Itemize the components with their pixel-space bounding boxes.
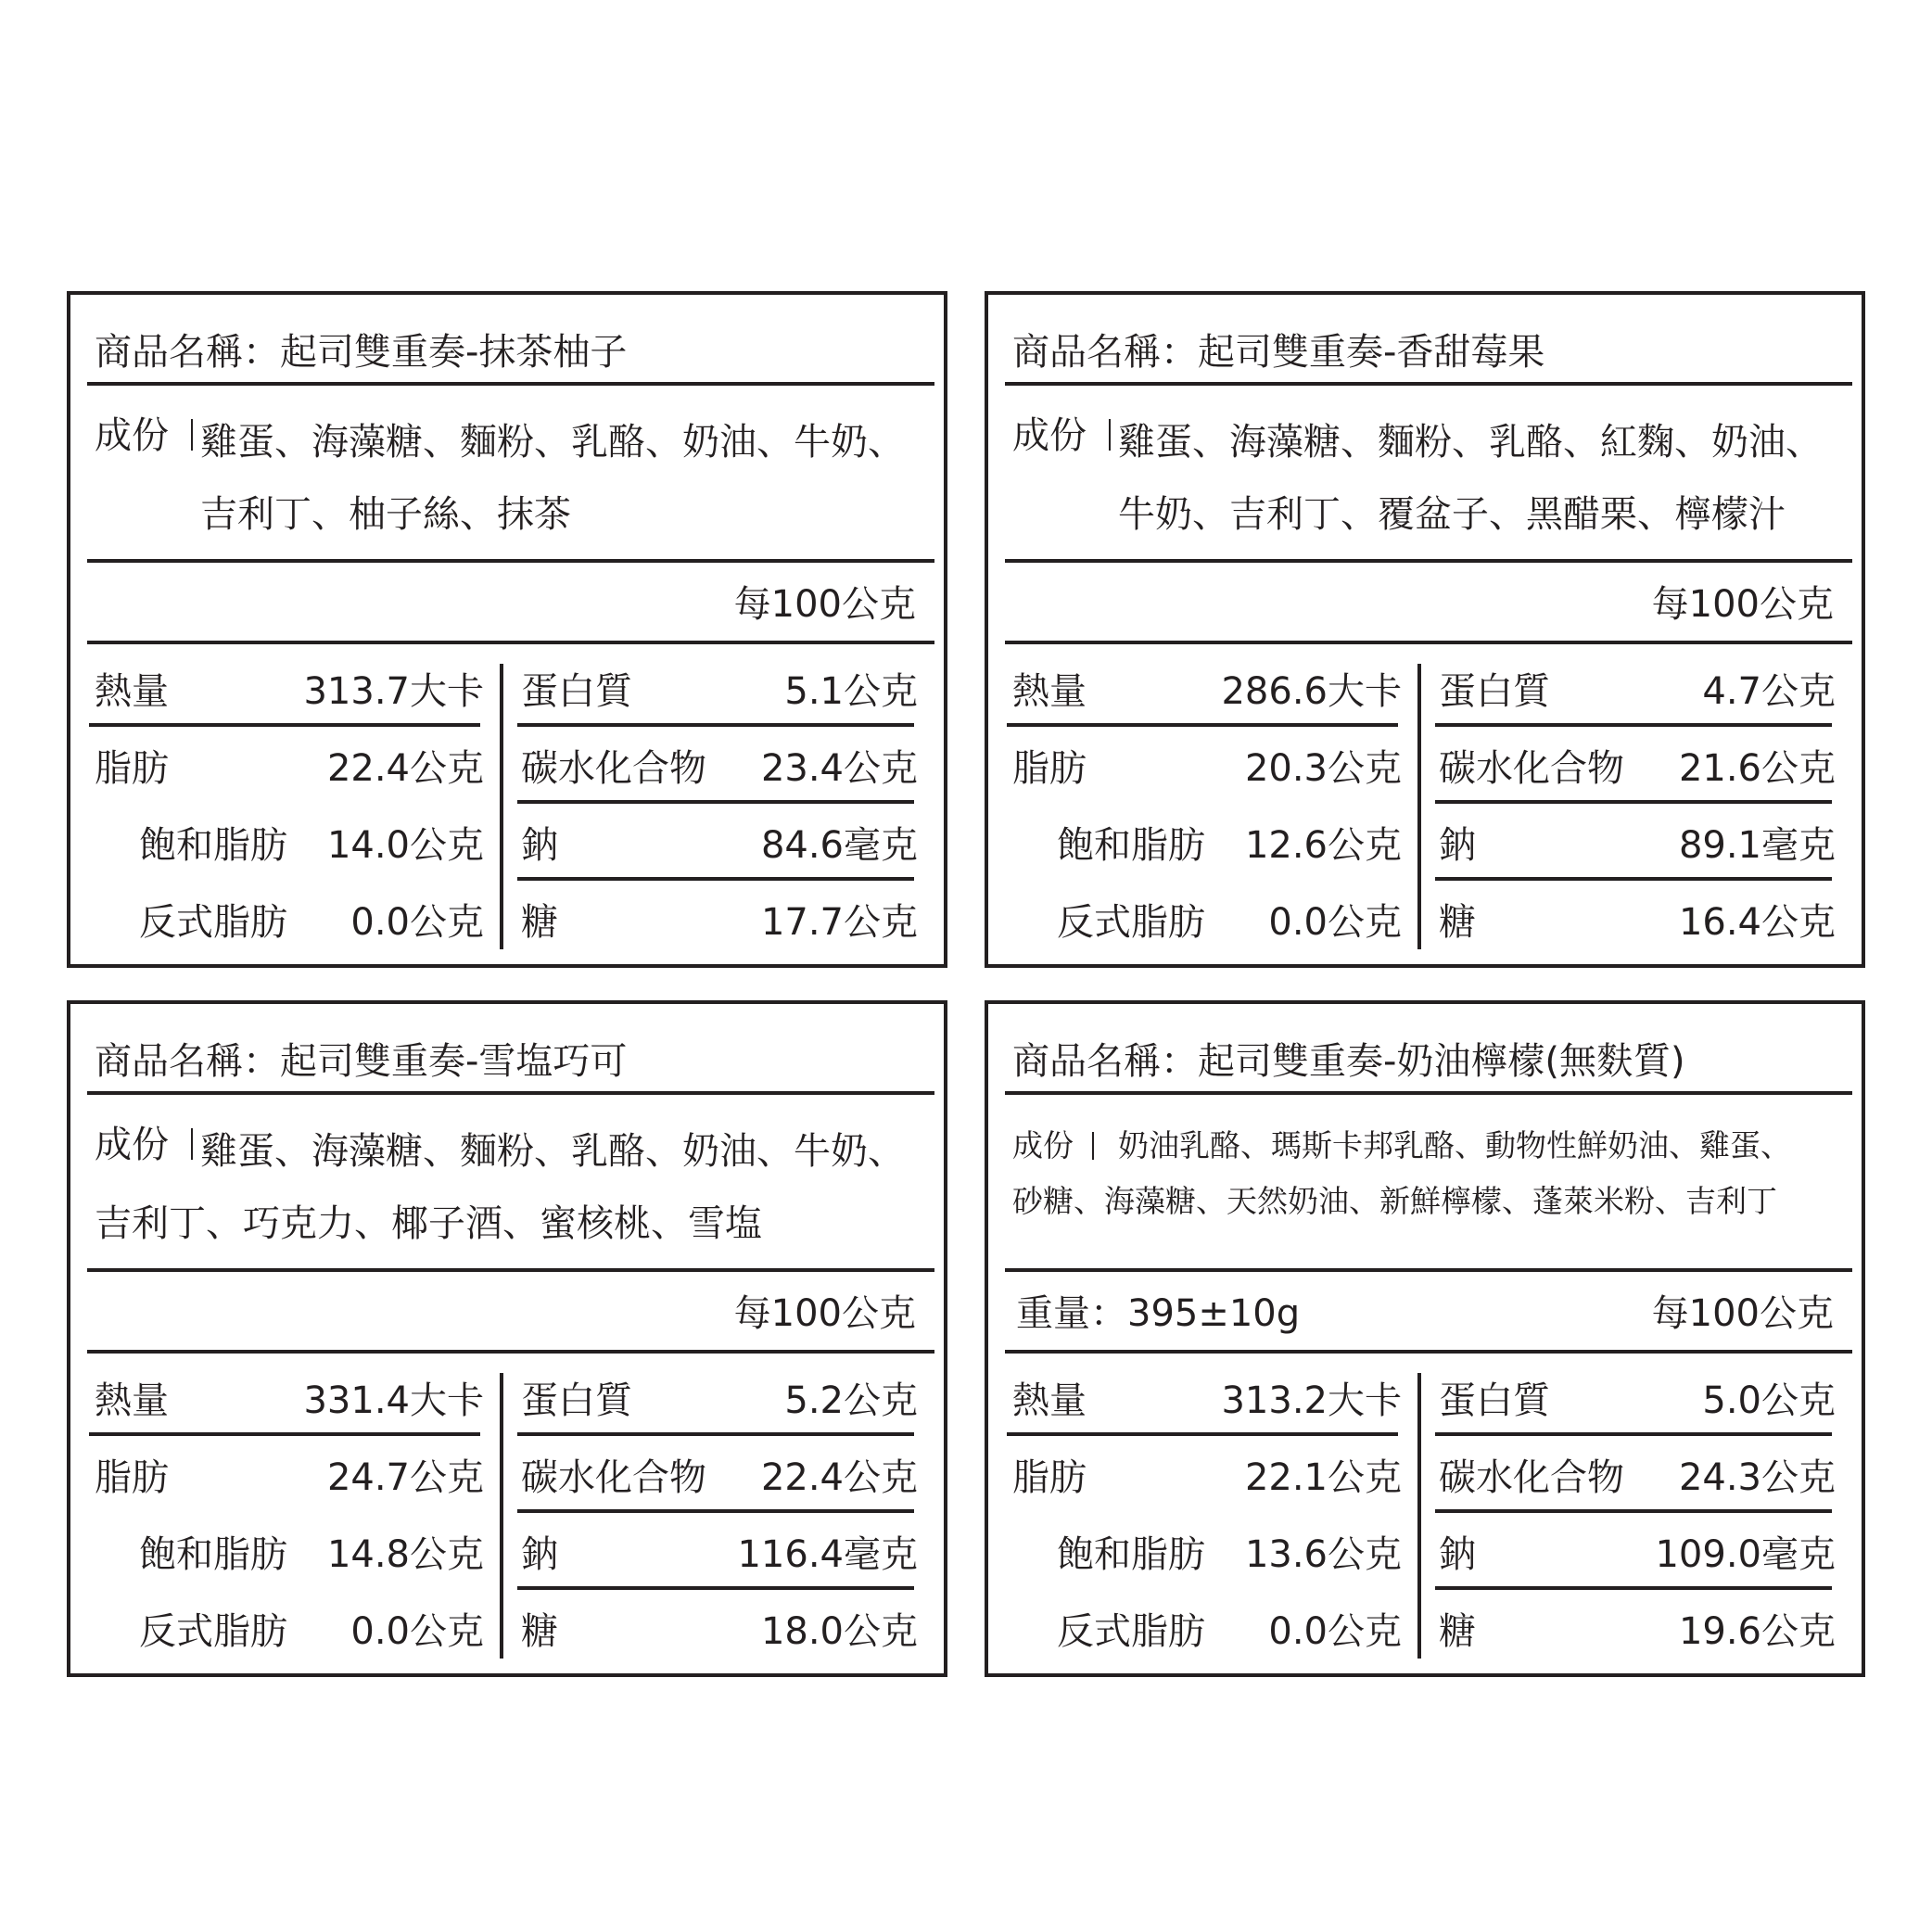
- nutrient-label: 碳水化合物: [521, 1456, 706, 1499]
- nutrient-label: 糖: [521, 901, 558, 944]
- row-underline: [1435, 800, 1832, 804]
- row-underline: [517, 877, 914, 881]
- column-divider: [1417, 664, 1421, 949]
- nutrient-label: 糖: [521, 1610, 558, 1653]
- nutrient-value: 17.7公克: [760, 901, 918, 944]
- row-underline: [1435, 1509, 1832, 1513]
- nutrient-row: [506, 1456, 933, 1500]
- divider: [1005, 1350, 1852, 1354]
- nutrient-label: 鈉: [521, 1533, 558, 1576]
- nutrient-value: 13.6公克: [1244, 1533, 1402, 1576]
- ingredients-label: 成份: [95, 414, 169, 457]
- nutrient-value: 84.6毫克: [760, 824, 918, 867]
- nutrient-label: 飽和脂肪: [139, 1533, 287, 1576]
- nutrient-row: [988, 1533, 1415, 1577]
- nutrient-row: [70, 747, 497, 791]
- nutrient-label: 碳水化合物: [1439, 747, 1624, 790]
- nutrient-value: 89.1毫克: [1678, 824, 1836, 867]
- nutrient-row: [506, 670, 933, 714]
- row-underline: [1435, 723, 1832, 727]
- nutrient-value: 22.4公克: [326, 747, 484, 790]
- nutrient-row: [1424, 901, 1850, 945]
- nutrient-row: [506, 747, 933, 791]
- ingredients-label: 成份: [95, 1124, 169, 1166]
- nutrient-label: 蛋白質: [1439, 1379, 1550, 1422]
- nutrition-panel-butter-lemon: [985, 1000, 1865, 1677]
- nutrient-label: 鈉: [1439, 1533, 1476, 1576]
- row-underline: [517, 1586, 914, 1590]
- ingredients-line: 雞蛋、海藻糖、麵粉、乳酪、奶油、牛奶、: [200, 1130, 905, 1173]
- nutrient-label: 熱量: [1012, 1379, 1087, 1422]
- nutrient-value: 19.6公克: [1678, 1610, 1836, 1653]
- nutrient-label: 反式脂肪: [139, 901, 287, 944]
- nutrient-value: 14.8公克: [326, 1533, 484, 1576]
- nutrient-row: [988, 1610, 1415, 1654]
- ingredients-line: 砂糖、海藻糖、天然奶油、新鮮檸檬、蓬萊米粉、吉利丁: [1012, 1183, 1777, 1219]
- divider: [87, 641, 934, 644]
- nutrient-value: 313.2大卡: [1221, 1379, 1402, 1422]
- nutrient-value: 109.0毫克: [1655, 1533, 1836, 1576]
- nutrient-value: 5.0公克: [1702, 1379, 1836, 1422]
- per-100g-label: 每100公克: [733, 1292, 916, 1335]
- nutrient-label: 鈉: [1439, 824, 1476, 867]
- nutrient-row: [1424, 1379, 1850, 1423]
- nutrient-row: [70, 1610, 497, 1654]
- nutrient-row: [70, 1533, 497, 1577]
- divider: [1005, 382, 1852, 386]
- ingredients-separator: [1092, 1132, 1094, 1160]
- nutrient-value: 21.6公克: [1678, 747, 1836, 790]
- product-title: 商品名稱：起司雙重奏-香甜莓果: [1012, 331, 1545, 374]
- nutrient-row: [506, 901, 933, 945]
- nutrient-row: [1424, 1610, 1850, 1654]
- nutrient-label: 飽和脂肪: [139, 824, 287, 867]
- ingredients-label: 成份: [1012, 414, 1087, 457]
- nutrient-label: 反式脂肪: [1057, 1610, 1205, 1653]
- row-underline: [1007, 1432, 1398, 1436]
- row-underline: [89, 723, 480, 727]
- nutrient-value: 0.0公克: [350, 901, 484, 944]
- nutrient-row: [988, 824, 1415, 868]
- column-divider: [500, 1373, 503, 1659]
- nutrient-value: 0.0公克: [1268, 1610, 1402, 1653]
- ingredients-list: [1118, 1118, 1860, 1174]
- row-underline: [1435, 1432, 1832, 1436]
- net-weight: 重量：395±10g: [1016, 1292, 1301, 1335]
- nutrient-value: 22.4公克: [760, 1456, 918, 1499]
- nutrient-value: 5.1公克: [784, 670, 918, 713]
- column-divider: [500, 664, 503, 949]
- nutrient-label: 蛋白質: [521, 670, 632, 713]
- nutrient-row: [988, 1379, 1415, 1423]
- nutrient-label: 碳水化合物: [1439, 1456, 1624, 1499]
- ingredients-line: 雞蛋、海藻糖、麵粉、乳酪、奶油、牛奶、: [200, 421, 905, 464]
- nutrient-value: 24.3公克: [1678, 1456, 1836, 1499]
- divider: [87, 1268, 934, 1272]
- row-underline: [1007, 723, 1398, 727]
- nutrient-value: 0.0公克: [350, 1610, 484, 1653]
- ingredients-separator: [1109, 419, 1111, 451]
- nutrient-row: [70, 1456, 497, 1500]
- nutrient-label: 蛋白質: [1439, 670, 1550, 713]
- nutrition-panel-berry: [985, 291, 1865, 968]
- row-underline: [517, 800, 914, 804]
- ingredients-list-continued: [95, 1188, 836, 1260]
- ingredients-line: 吉利丁、巧克力、椰子酒、蜜核桃、雪塩: [95, 1202, 762, 1245]
- nutrient-label: 熱量: [95, 670, 169, 713]
- ingredients-line: 吉利丁、柚子絲、抹茶: [200, 493, 571, 536]
- ingredients-list-continued: [1012, 1174, 1777, 1229]
- nutrient-row: [70, 901, 497, 945]
- nutrient-label: 熱量: [1012, 670, 1087, 713]
- nutrient-value: 16.4公克: [1678, 901, 1836, 944]
- ingredients-list-continued: [200, 478, 942, 551]
- nutrient-value: 23.4公克: [760, 747, 918, 790]
- divider: [87, 559, 934, 563]
- ingredients-list: [200, 1115, 942, 1188]
- nutrient-row: [1424, 670, 1850, 714]
- nutrient-label: 糖: [1439, 1610, 1476, 1653]
- nutrient-label: 飽和脂肪: [1057, 1533, 1205, 1576]
- nutrient-label: 反式脂肪: [1057, 901, 1205, 944]
- column-divider: [1417, 1373, 1421, 1659]
- per-100g-label: 每100公克: [1651, 1292, 1834, 1335]
- nutrient-label: 飽和脂肪: [1057, 824, 1205, 867]
- nutrient-value: 116.4毫克: [737, 1533, 918, 1576]
- row-underline: [1435, 1586, 1832, 1590]
- nutrient-value: 22.1公克: [1244, 1456, 1402, 1499]
- nutrient-row: [70, 1379, 497, 1423]
- nutrient-label: 脂肪: [1012, 1456, 1087, 1499]
- row-underline: [517, 1509, 914, 1513]
- divider: [1005, 559, 1852, 563]
- nutrient-value: 20.3公克: [1244, 747, 1402, 790]
- row-underline: [517, 1432, 914, 1436]
- row-underline: [517, 723, 914, 727]
- ingredients-separator: [191, 419, 193, 451]
- nutrient-label: 脂肪: [95, 747, 169, 790]
- nutrient-label: 鈉: [521, 824, 558, 867]
- nutrition-panel-salt-choco: [67, 1000, 947, 1677]
- nutrient-row: [70, 824, 497, 868]
- nutrient-label: 熱量: [95, 1379, 169, 1422]
- nutrient-value: 5.2公克: [784, 1379, 918, 1422]
- nutrient-value: 24.7公克: [326, 1456, 484, 1499]
- ingredients-list: [200, 406, 942, 478]
- row-underline: [89, 1432, 480, 1436]
- ingredients-separator: [191, 1128, 193, 1160]
- nutrient-row: [988, 1456, 1415, 1500]
- nutrient-value: 18.0公克: [760, 1610, 918, 1653]
- ingredients-line: 牛奶、吉利丁、覆盆子、黑醋栗、檸檬汁: [1118, 493, 1786, 536]
- nutrient-value: 0.0公克: [1268, 901, 1402, 944]
- nutrient-row: [1424, 824, 1850, 868]
- nutrient-label: 反式脂肪: [139, 1610, 287, 1653]
- nutrient-value: 331.4大卡: [303, 1379, 484, 1422]
- product-title: 商品名稱：起司雙重奏-奶油檸檬(無麩質): [1012, 1040, 1685, 1083]
- nutrient-row: [1424, 1456, 1850, 1500]
- nutrient-value: 14.0公克: [326, 824, 484, 867]
- nutrient-row: [988, 747, 1415, 791]
- divider: [87, 1350, 934, 1354]
- nutrient-row: [506, 1533, 933, 1577]
- nutrient-row: [1424, 1533, 1850, 1577]
- nutrient-row: [988, 901, 1415, 945]
- per-100g-label: 每100公克: [733, 583, 916, 626]
- divider: [87, 1091, 934, 1095]
- nutrient-row: [506, 824, 933, 868]
- ingredients-label: 成份: [1012, 1127, 1074, 1163]
- nutrient-label: 糖: [1439, 901, 1476, 944]
- divider: [87, 382, 934, 386]
- ingredients-list: [1118, 406, 1860, 478]
- divider: [1005, 1091, 1852, 1095]
- nutrition-panel-matcha-yuzu: [67, 291, 947, 968]
- ingredients-line: 雞蛋、海藻糖、麵粉、乳酪、紅麴、奶油、: [1118, 421, 1823, 464]
- nutrient-value: 313.7大卡: [303, 670, 484, 713]
- product-title: 商品名稱：起司雙重奏-抹茶柚子: [95, 331, 628, 374]
- ingredients-line: 奶油乳酪、瑪斯卡邦乳酪、動物性鮮奶油、雞蛋、: [1118, 1127, 1791, 1163]
- nutrient-label: 碳水化合物: [521, 747, 706, 790]
- nutrient-row: [988, 670, 1415, 714]
- row-underline: [1435, 877, 1832, 881]
- nutrient-label: 脂肪: [95, 1456, 169, 1499]
- nutrient-value: 12.6公克: [1244, 824, 1402, 867]
- nutrient-label: 蛋白質: [521, 1379, 632, 1422]
- nutrient-value: 286.6大卡: [1221, 670, 1402, 713]
- nutrient-value: 4.7公克: [1702, 670, 1836, 713]
- nutrient-row: [506, 1379, 933, 1423]
- divider: [1005, 641, 1852, 644]
- nutrient-row: [70, 670, 497, 714]
- ingredients-list-continued: [1118, 478, 1860, 551]
- per-100g-label: 每100公克: [1651, 583, 1834, 626]
- divider: [1005, 1268, 1852, 1272]
- nutrient-row: [1424, 747, 1850, 791]
- nutrient-label: 脂肪: [1012, 747, 1087, 790]
- product-title: 商品名稱：起司雙重奏-雪塩巧可: [95, 1040, 628, 1083]
- nutrient-row: [506, 1610, 933, 1654]
